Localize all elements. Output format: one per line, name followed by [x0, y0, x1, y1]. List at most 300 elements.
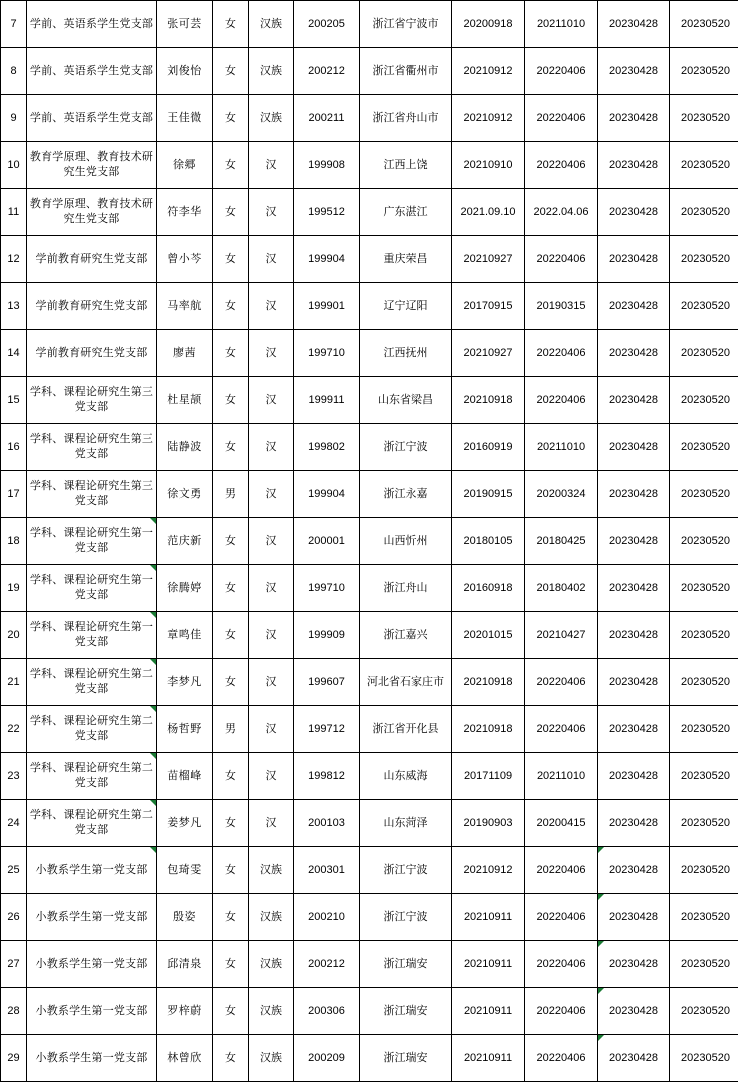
birth-yearmonth-text: 200209 [308, 1052, 345, 1064]
native-place-cell [360, 847, 452, 894]
gender-text: 女 [225, 535, 236, 547]
full-member-date-cell [525, 753, 598, 800]
join-date-text: 20210927 [464, 253, 513, 265]
table-row [1, 706, 738, 753]
full-member-date-text: 20220406 [537, 676, 586, 688]
date-three-cell [598, 565, 670, 612]
row-index-text: 27 [7, 958, 19, 970]
birth-yearmonth-text: 200103 [308, 817, 345, 829]
gender-cell [213, 471, 249, 518]
date-three-cell [598, 988, 670, 1035]
native-place-text: 河北省石家庄市 [367, 676, 444, 688]
member-name-text: 王佳微 [167, 112, 202, 124]
date-three-text: 20230428 [609, 112, 658, 124]
birth-yearmonth-text: 199904 [308, 253, 345, 265]
member-name-text: 章鸣佳 [167, 629, 202, 641]
gender-cell [213, 283, 249, 330]
full-member-date-cell [525, 236, 598, 283]
birth-yearmonth-cell [294, 753, 360, 800]
comment-marker-icon [598, 941, 604, 947]
row-index-text: 14 [7, 347, 19, 359]
date-four-text: 20230520 [681, 441, 730, 453]
full-member-date-text: 20220406 [537, 347, 586, 359]
native-place-cell [360, 283, 452, 330]
date-three-text: 20230428 [609, 65, 658, 77]
ethnicity-text: 汉族 [260, 112, 282, 124]
member-name-text: 苗榴峰 [167, 770, 202, 782]
date-three-text: 20230428 [609, 864, 658, 876]
birth-yearmonth-cell [294, 612, 360, 659]
ethnicity-cell [249, 48, 294, 95]
date-three-text: 20230428 [609, 1052, 658, 1064]
full-member-date-text: 20220406 [537, 112, 586, 124]
ethnicity-text: 汉族 [260, 65, 282, 77]
ethnicity-text: 汉 [266, 206, 277, 218]
party-branch-text: 学前教育研究生党支部 [36, 253, 148, 265]
date-four-text: 20230520 [681, 535, 730, 547]
ethnicity-cell [249, 800, 294, 847]
member-name-cell [157, 142, 213, 189]
row-index-cell [1, 659, 27, 706]
full-member-date-text: 20210427 [537, 629, 586, 641]
gender-cell [213, 988, 249, 1035]
date-four-text: 20230520 [681, 347, 730, 359]
native-place-text: 浙江瑞安 [384, 958, 428, 970]
full-member-date-text: 20200415 [537, 817, 586, 829]
full-member-date-text: 20220406 [537, 723, 586, 735]
date-four-text: 20230520 [681, 629, 730, 641]
join-date-cell [452, 283, 525, 330]
ethnicity-text: 汉族 [260, 1005, 282, 1017]
member-name-text: 徐腾婷 [167, 582, 202, 594]
party-branch-cell [27, 565, 157, 612]
row-index-text: 26 [7, 911, 19, 923]
native-place-text: 浙江宁波 [384, 441, 428, 453]
table-row [1, 1035, 738, 1082]
date-three-cell [598, 518, 670, 565]
ethnicity-text: 汉 [266, 159, 277, 171]
birth-yearmonth-cell [294, 1, 360, 48]
table-row [1, 95, 738, 142]
birth-yearmonth-cell [294, 847, 360, 894]
join-date-text: 20210918 [464, 723, 513, 735]
row-index-text: 17 [7, 488, 19, 500]
member-name-text: 邱清泉 [167, 958, 202, 970]
gender-text: 女 [225, 253, 236, 265]
full-member-date-cell [525, 565, 598, 612]
birth-yearmonth-text: 199901 [308, 300, 345, 312]
gender-text: 女 [225, 300, 236, 312]
birth-yearmonth-text: 200306 [308, 1005, 345, 1017]
ethnicity-text: 汉 [266, 817, 277, 829]
party-branch-text: 学科、课程论研究生第一党支部 [30, 621, 153, 648]
member-name-cell [157, 894, 213, 941]
native-place-text: 浙江宁波 [384, 864, 428, 876]
party-branch-text: 学前、英语系学生党支部 [30, 112, 153, 124]
party-branch-cell [27, 659, 157, 706]
birth-yearmonth-text: 199710 [308, 347, 345, 359]
native-place-cell [360, 377, 452, 424]
date-four-cell [670, 659, 738, 706]
date-three-text: 20230428 [609, 394, 658, 406]
join-date-cell [452, 753, 525, 800]
row-index-cell [1, 612, 27, 659]
full-member-date-cell [525, 941, 598, 988]
date-three-text: 20230428 [609, 723, 658, 735]
party-branch-text: 小教系学生第一党支部 [36, 958, 148, 970]
join-date-text: 20210918 [464, 676, 513, 688]
table-row [1, 565, 738, 612]
member-name-text: 李梦凡 [167, 676, 202, 688]
gender-text: 女 [225, 629, 236, 641]
ethnicity-cell [249, 988, 294, 1035]
member-name-cell [157, 48, 213, 95]
native-place-text: 浙江省舟山市 [373, 112, 439, 124]
row-index-cell [1, 377, 27, 424]
birth-yearmonth-text: 199909 [308, 629, 345, 641]
birth-yearmonth-cell [294, 565, 360, 612]
gender-cell [213, 894, 249, 941]
date-four-cell [670, 1, 738, 48]
native-place-cell [360, 48, 452, 95]
gender-text: 女 [225, 65, 236, 77]
date-three-cell [598, 659, 670, 706]
native-place-text: 浙江省开化县 [373, 723, 439, 735]
join-date-text: 20201015 [464, 629, 513, 641]
ethnicity-text: 汉族 [260, 1052, 282, 1064]
party-branch-cell [27, 142, 157, 189]
row-index-text: 21 [7, 676, 19, 688]
date-three-cell [598, 941, 670, 988]
join-date-text: 20160919 [464, 441, 513, 453]
native-place-text: 浙江宁波 [384, 911, 428, 923]
date-three-text: 20230428 [609, 817, 658, 829]
party-branch-text: 教育学原理、教育技术研究生党支部 [30, 151, 153, 178]
roster-body [1, 1, 738, 1082]
date-four-text: 20230520 [681, 770, 730, 782]
join-date-cell [452, 330, 525, 377]
table-row [1, 189, 738, 236]
native-place-text: 浙江省宁波市 [373, 18, 439, 30]
birth-yearmonth-text: 200205 [308, 18, 345, 30]
birth-yearmonth-text: 199812 [308, 770, 345, 782]
gender-text: 女 [225, 347, 236, 359]
birth-yearmonth-cell [294, 894, 360, 941]
row-index-cell [1, 518, 27, 565]
native-place-text: 浙江瑞安 [384, 1052, 428, 1064]
ethnicity-text: 汉 [266, 441, 277, 453]
gender-text: 女 [225, 676, 236, 688]
comment-marker-icon [598, 988, 604, 994]
join-date-text: 20190915 [464, 488, 513, 500]
birth-yearmonth-cell [294, 800, 360, 847]
birth-yearmonth-cell [294, 706, 360, 753]
native-place-text: 浙江永嘉 [384, 488, 428, 500]
birth-yearmonth-text: 199712 [308, 723, 345, 735]
date-three-text: 20230428 [609, 300, 658, 312]
native-place-text: 浙江省衢州市 [373, 65, 439, 77]
row-index-text: 11 [8, 206, 19, 218]
comment-marker-icon [150, 518, 156, 524]
member-name-text: 林曾欣 [167, 1052, 202, 1064]
full-member-date-cell [525, 706, 598, 753]
native-place-cell [360, 800, 452, 847]
date-three-cell [598, 706, 670, 753]
table-row [1, 142, 738, 189]
date-three-text: 20230428 [609, 206, 658, 218]
row-index-cell [1, 753, 27, 800]
member-name-text: 廖茜 [173, 347, 196, 359]
date-four-cell [670, 471, 738, 518]
full-member-date-text: 20220406 [537, 1052, 586, 1064]
table-row [1, 800, 738, 847]
full-member-date-text: 20190315 [537, 300, 586, 312]
member-name-text: 符李华 [167, 206, 202, 218]
date-four-cell [670, 706, 738, 753]
ethnicity-cell [249, 142, 294, 189]
birth-yearmonth-text: 199904 [308, 488, 345, 500]
date-three-text: 20230428 [609, 676, 658, 688]
party-branch-text: 教育学原理、教育技术研究生党支部 [30, 198, 153, 225]
gender-cell [213, 518, 249, 565]
birth-yearmonth-cell [294, 330, 360, 377]
date-three-cell [598, 847, 670, 894]
gender-text: 女 [225, 18, 236, 30]
birth-yearmonth-cell [294, 48, 360, 95]
full-member-date-text: 20180402 [537, 582, 586, 594]
date-three-cell [598, 612, 670, 659]
row-index-text: 24 [7, 817, 19, 829]
party-branch-text: 学科、课程论研究生第二党支部 [30, 715, 153, 742]
date-four-text: 20230520 [681, 394, 730, 406]
party-branch-cell [27, 847, 157, 894]
ethnicity-cell [249, 518, 294, 565]
native-place-cell [360, 988, 452, 1035]
ethnicity-cell [249, 1035, 294, 1082]
comment-marker-icon [150, 800, 156, 806]
join-date-cell [452, 565, 525, 612]
native-place-cell [360, 471, 452, 518]
row-index-cell [1, 142, 27, 189]
row-index-cell [1, 236, 27, 283]
date-four-text: 20230520 [681, 1052, 730, 1064]
full-member-date-cell [525, 518, 598, 565]
ethnicity-text: 汉 [266, 394, 277, 406]
date-four-cell [670, 330, 738, 377]
ethnicity-text: 汉 [266, 347, 277, 359]
date-four-text: 20230520 [681, 65, 730, 77]
party-branch-text: 学科、课程论研究生第三党支部 [30, 480, 153, 507]
date-four-text: 20230520 [681, 112, 730, 124]
party-branch-text: 学前教育研究生党支部 [36, 300, 148, 312]
date-four-cell [670, 941, 738, 988]
birth-yearmonth-cell [294, 236, 360, 283]
birth-yearmonth-cell [294, 377, 360, 424]
party-branch-cell [27, 283, 157, 330]
date-four-text: 20230520 [681, 582, 730, 594]
full-member-date-text: 20200324 [537, 488, 586, 500]
date-three-text: 20230428 [609, 770, 658, 782]
row-index-cell [1, 95, 27, 142]
row-index-cell [1, 988, 27, 1035]
comment-marker-icon [150, 847, 156, 853]
date-three-cell [598, 894, 670, 941]
join-date-cell [452, 1035, 525, 1082]
ethnicity-cell [249, 1, 294, 48]
ethnicity-text: 汉族 [260, 18, 282, 30]
native-place-text: 广东湛江 [384, 206, 428, 218]
ethnicity-text: 汉 [266, 300, 277, 312]
date-four-cell [670, 894, 738, 941]
gender-text: 女 [225, 206, 236, 218]
full-member-date-cell [525, 1, 598, 48]
full-member-date-text: 20211010 [537, 770, 585, 782]
native-place-cell [360, 189, 452, 236]
native-place-cell [360, 894, 452, 941]
member-name-text: 陆静波 [167, 441, 202, 453]
native-place-cell [360, 753, 452, 800]
member-name-text: 杜星颉 [167, 394, 202, 406]
join-date-text: 20180105 [464, 535, 513, 547]
party-branch-text: 学科、课程论研究生第二党支部 [30, 668, 153, 695]
table-row [1, 424, 738, 471]
date-three-cell [598, 236, 670, 283]
member-name-cell [157, 95, 213, 142]
row-index-text: 16 [7, 441, 19, 453]
member-name-cell [157, 612, 213, 659]
row-index-text: 23 [7, 770, 19, 782]
full-member-date-cell [525, 330, 598, 377]
date-three-cell [598, 1, 670, 48]
member-name-cell [157, 377, 213, 424]
table-row [1, 847, 738, 894]
gender-text: 女 [225, 159, 236, 171]
join-date-cell [452, 1, 525, 48]
date-three-text: 20230428 [609, 911, 658, 923]
birth-yearmonth-text: 200301 [308, 864, 345, 876]
ethnicity-text: 汉 [266, 535, 277, 547]
ethnicity-text: 汉 [266, 629, 277, 641]
member-name-cell [157, 1035, 213, 1082]
date-three-text: 20230428 [609, 958, 658, 970]
full-member-date-cell [525, 377, 598, 424]
date-four-text: 20230520 [681, 18, 730, 30]
comment-marker-icon [150, 612, 156, 618]
party-branch-cell [27, 236, 157, 283]
native-place-text: 山东省梁昌 [378, 394, 433, 406]
join-date-text: 20160918 [464, 582, 513, 594]
join-date-cell [452, 847, 525, 894]
member-name-text: 曾小芩 [167, 253, 202, 265]
member-name-text: 姜梦凡 [167, 817, 202, 829]
party-branch-cell [27, 894, 157, 941]
join-date-text: 20210912 [464, 864, 513, 876]
gender-text: 女 [225, 958, 236, 970]
native-place-text: 辽宁辽阳 [384, 300, 428, 312]
birth-yearmonth-cell [294, 518, 360, 565]
gender-text: 女 [225, 864, 236, 876]
date-four-text: 20230520 [681, 958, 730, 970]
gender-cell [213, 753, 249, 800]
party-branch-text: 小教系学生第一党支部 [36, 1052, 148, 1064]
full-member-date-text: 2022.04.06 [533, 206, 588, 218]
gender-text: 女 [225, 1052, 236, 1064]
ethnicity-cell [249, 706, 294, 753]
gender-cell [213, 1035, 249, 1082]
date-four-text: 20230520 [681, 676, 730, 688]
join-date-text: 20171109 [464, 770, 512, 782]
join-date-text: 20190903 [464, 817, 513, 829]
party-branch-cell [27, 1, 157, 48]
party-branch-cell [27, 941, 157, 988]
date-three-cell [598, 283, 670, 330]
date-three-text: 20230428 [609, 18, 658, 30]
full-member-date-text: 20211010 [537, 18, 585, 30]
member-name-cell [157, 847, 213, 894]
party-branch-text: 学前、英语系学生党支部 [30, 65, 153, 77]
ethnicity-cell [249, 659, 294, 706]
gender-cell [213, 565, 249, 612]
native-place-cell [360, 424, 452, 471]
row-index-cell [1, 1, 27, 48]
gender-text: 女 [225, 770, 236, 782]
join-date-cell [452, 48, 525, 95]
birth-yearmonth-cell [294, 142, 360, 189]
full-member-date-cell [525, 894, 598, 941]
ethnicity-cell [249, 330, 294, 377]
party-branch-text: 学科、课程论研究生第三党支部 [30, 433, 153, 460]
member-name-cell [157, 659, 213, 706]
member-name-text: 罗梓蔚 [167, 1005, 202, 1017]
comment-marker-icon [150, 706, 156, 712]
party-branch-text: 学科、课程论研究生第一党支部 [30, 574, 153, 601]
join-date-text: 20210927 [464, 347, 513, 359]
birth-yearmonth-cell [294, 424, 360, 471]
date-four-text: 20230520 [681, 253, 730, 265]
native-place-cell [360, 565, 452, 612]
full-member-date-text: 20180425 [537, 535, 586, 547]
join-date-text: 20210911 [464, 1052, 512, 1064]
member-name-cell [157, 518, 213, 565]
date-three-cell [598, 189, 670, 236]
member-name-cell [157, 800, 213, 847]
party-branch-cell [27, 1035, 157, 1082]
full-member-date-text: 20220406 [537, 65, 586, 77]
full-member-date-cell [525, 424, 598, 471]
party-branch-cell [27, 95, 157, 142]
party-branch-cell [27, 988, 157, 1035]
gender-text: 女 [225, 911, 236, 923]
join-date-cell [452, 377, 525, 424]
date-four-cell [670, 189, 738, 236]
date-four-text: 20230520 [681, 1005, 730, 1017]
table-row [1, 377, 738, 424]
join-date-cell [452, 189, 525, 236]
date-four-cell [670, 565, 738, 612]
birth-yearmonth-text: 199710 [308, 582, 345, 594]
birth-yearmonth-cell [294, 1035, 360, 1082]
member-name-cell [157, 330, 213, 377]
gender-cell [213, 142, 249, 189]
date-three-text: 20230428 [609, 253, 658, 265]
join-date-text: 20210911 [464, 1005, 512, 1017]
member-name-cell [157, 424, 213, 471]
native-place-text: 江西上饶 [384, 159, 428, 171]
date-four-cell [670, 612, 738, 659]
row-index-text: 18 [7, 535, 19, 547]
row-index-text: 8 [10, 65, 16, 77]
gender-cell [213, 424, 249, 471]
